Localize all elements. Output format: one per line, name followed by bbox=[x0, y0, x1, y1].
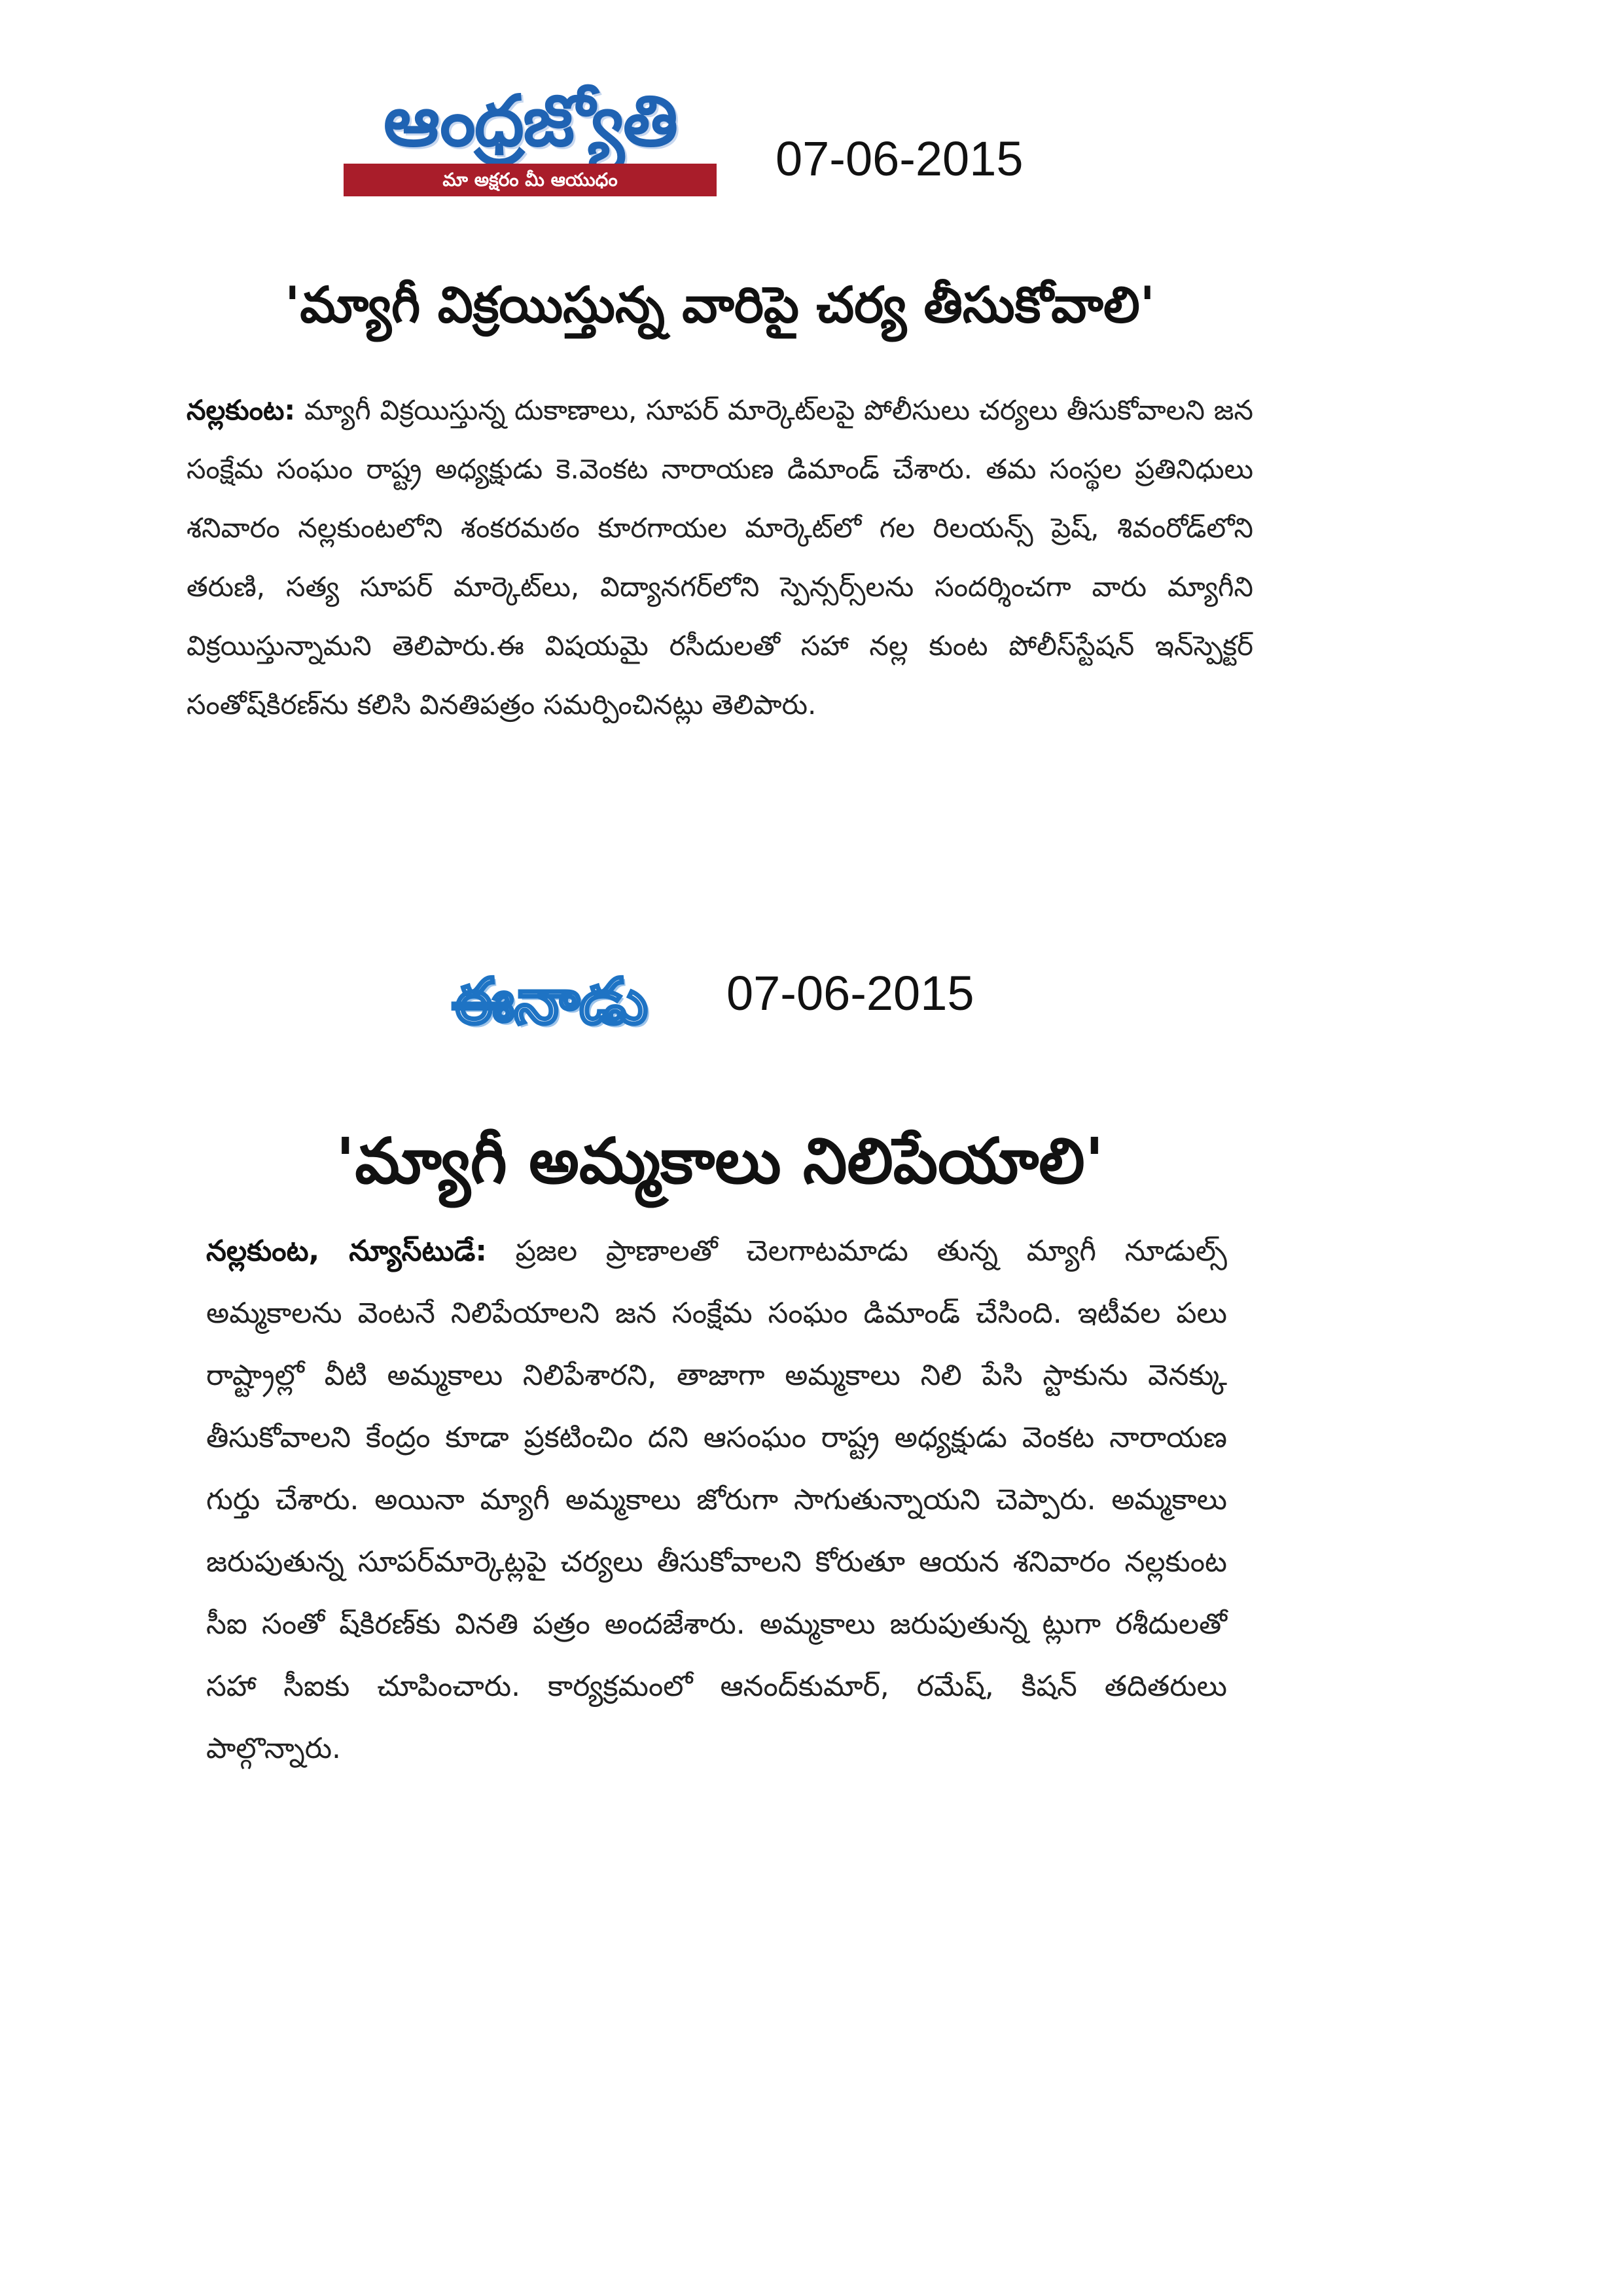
andhra-jyothi-masthead: ఆంధ్రజ్యోతి bbox=[383, 80, 677, 162]
clipping-2-body: ప్రజల ప్రాణాలతో చెలగాటమాడు తున్న మ్యాగీ నూడుల్స్ అమ్మకాలను వెంటనే నిలిపేయాలని జన సంక్షేమ సంఘం డిమాండ్ చేసింది. ఇటీవల పలు రాష్ట్రాల్లో వీటి అమ్మకాలు నిలిపేశారని, తాజాగా అమ్మకాలు నిలి పేసి స్టాకును వెనక్కు తీసుకోవాలని కేంద్రం కూడా ప్రకటించిం దని ఆసంఘం రాష్ట్ర అధ్యక్షుడు వెంకట నారాయణ గుర్తు చేశారు. అయినా మ్యాగీ అమ్మకాలు జోరుగా సాగుతున్నాయని చెప్పారు. అమ్మకాలు జరుపుతున్న సూపర్‌మార్కెట్లపై చర్యలు తీసుకోవాలని కోరుతూ ఆయన శనివారం నల్లకుంట సీఐ సంతో ష్‌కిరణ్‌కు వినతి పత్రం అందజేశారు. అమ్మకాలు జరుపుతున్న ట్లుగా రశీదులతో సహా సీఐకు చూపించారు. కార్యక్రమంలో ఆనంద్‌కుమార్, రమేష్, కిషన్ తదితరులు పాల్గొన్నారు. bbox=[206, 1234, 1227, 1765]
clipping-andhra-jyothi bbox=[164, 72, 1276, 857]
clipping-eenadu bbox=[164, 942, 1276, 2055]
clipping-2-headline: 'మ్యాగీ అమ్మకాలు నిలిపేయాలి' bbox=[335, 1124, 1105, 1198]
clipping-1-date: 07-06-2015 bbox=[776, 132, 1024, 186]
clipping-1-body: మ్యాగీ విక్రయిస్తున్న దుకాణాలు, సూపర్ మార్కెట్‌లపై పోలీసులు చర్యలు తీసుకోవాలని జన సంక్షేమ సంఘం రాష్ట్ర అధ్యక్షుడు కె.వెంకట నారాయణ డిమాండ్ చేశారు. తమ సంస్థల ప్రతినిధులు శనివారం నల్లకుంటలోని శంకరమఠం కూరగాయల మార్కెట్‌లో గల రిలయన్స్ ప్రెష్, శివంరోడ్‌లోని తరుణి, సత్య సూపర్ మార్కెట్‌లు, విద్యానగర్‌లోని స్పెన్సర్స్‌లను సందర్శించగా వారు మ్యాగీని విక్రయిస్తున్నామని తెలిపారు.ఈ విషయమై రసీదులతో సహా నల్ల కుంట పోలీస్‌స్టేషన్ ఇన్‌స్పెక్టర్ సంతోష్‌కిరణ్‌ను కలిసి వినతిపత్రం సమర్పించినట్లు తెలిపారు. bbox=[187, 394, 1253, 721]
clipping-2-article bbox=[187, 1220, 1227, 1780]
andhra-jyothi-logo bbox=[344, 79, 717, 196]
clipping-2-dateline: నల్లకుంట, న్యూస్‌టుడే: bbox=[206, 1234, 487, 1268]
andhra-jyothi-tagline: మా అక్షరం మీ ఆయుధం bbox=[344, 164, 717, 196]
clipping-2-date: 07-06-2015 bbox=[726, 966, 974, 1020]
eenadu-logo: ఈనాడు bbox=[452, 964, 648, 1038]
clipping-1-headline: 'మ్యాగీ విక్రయిస్తున్న వారిపై చర్య తీసుకోవాలి' bbox=[285, 275, 1155, 334]
clipping-1-dateline: నల్లకుంట: bbox=[187, 394, 296, 426]
clipping-1-article bbox=[187, 381, 1253, 734]
